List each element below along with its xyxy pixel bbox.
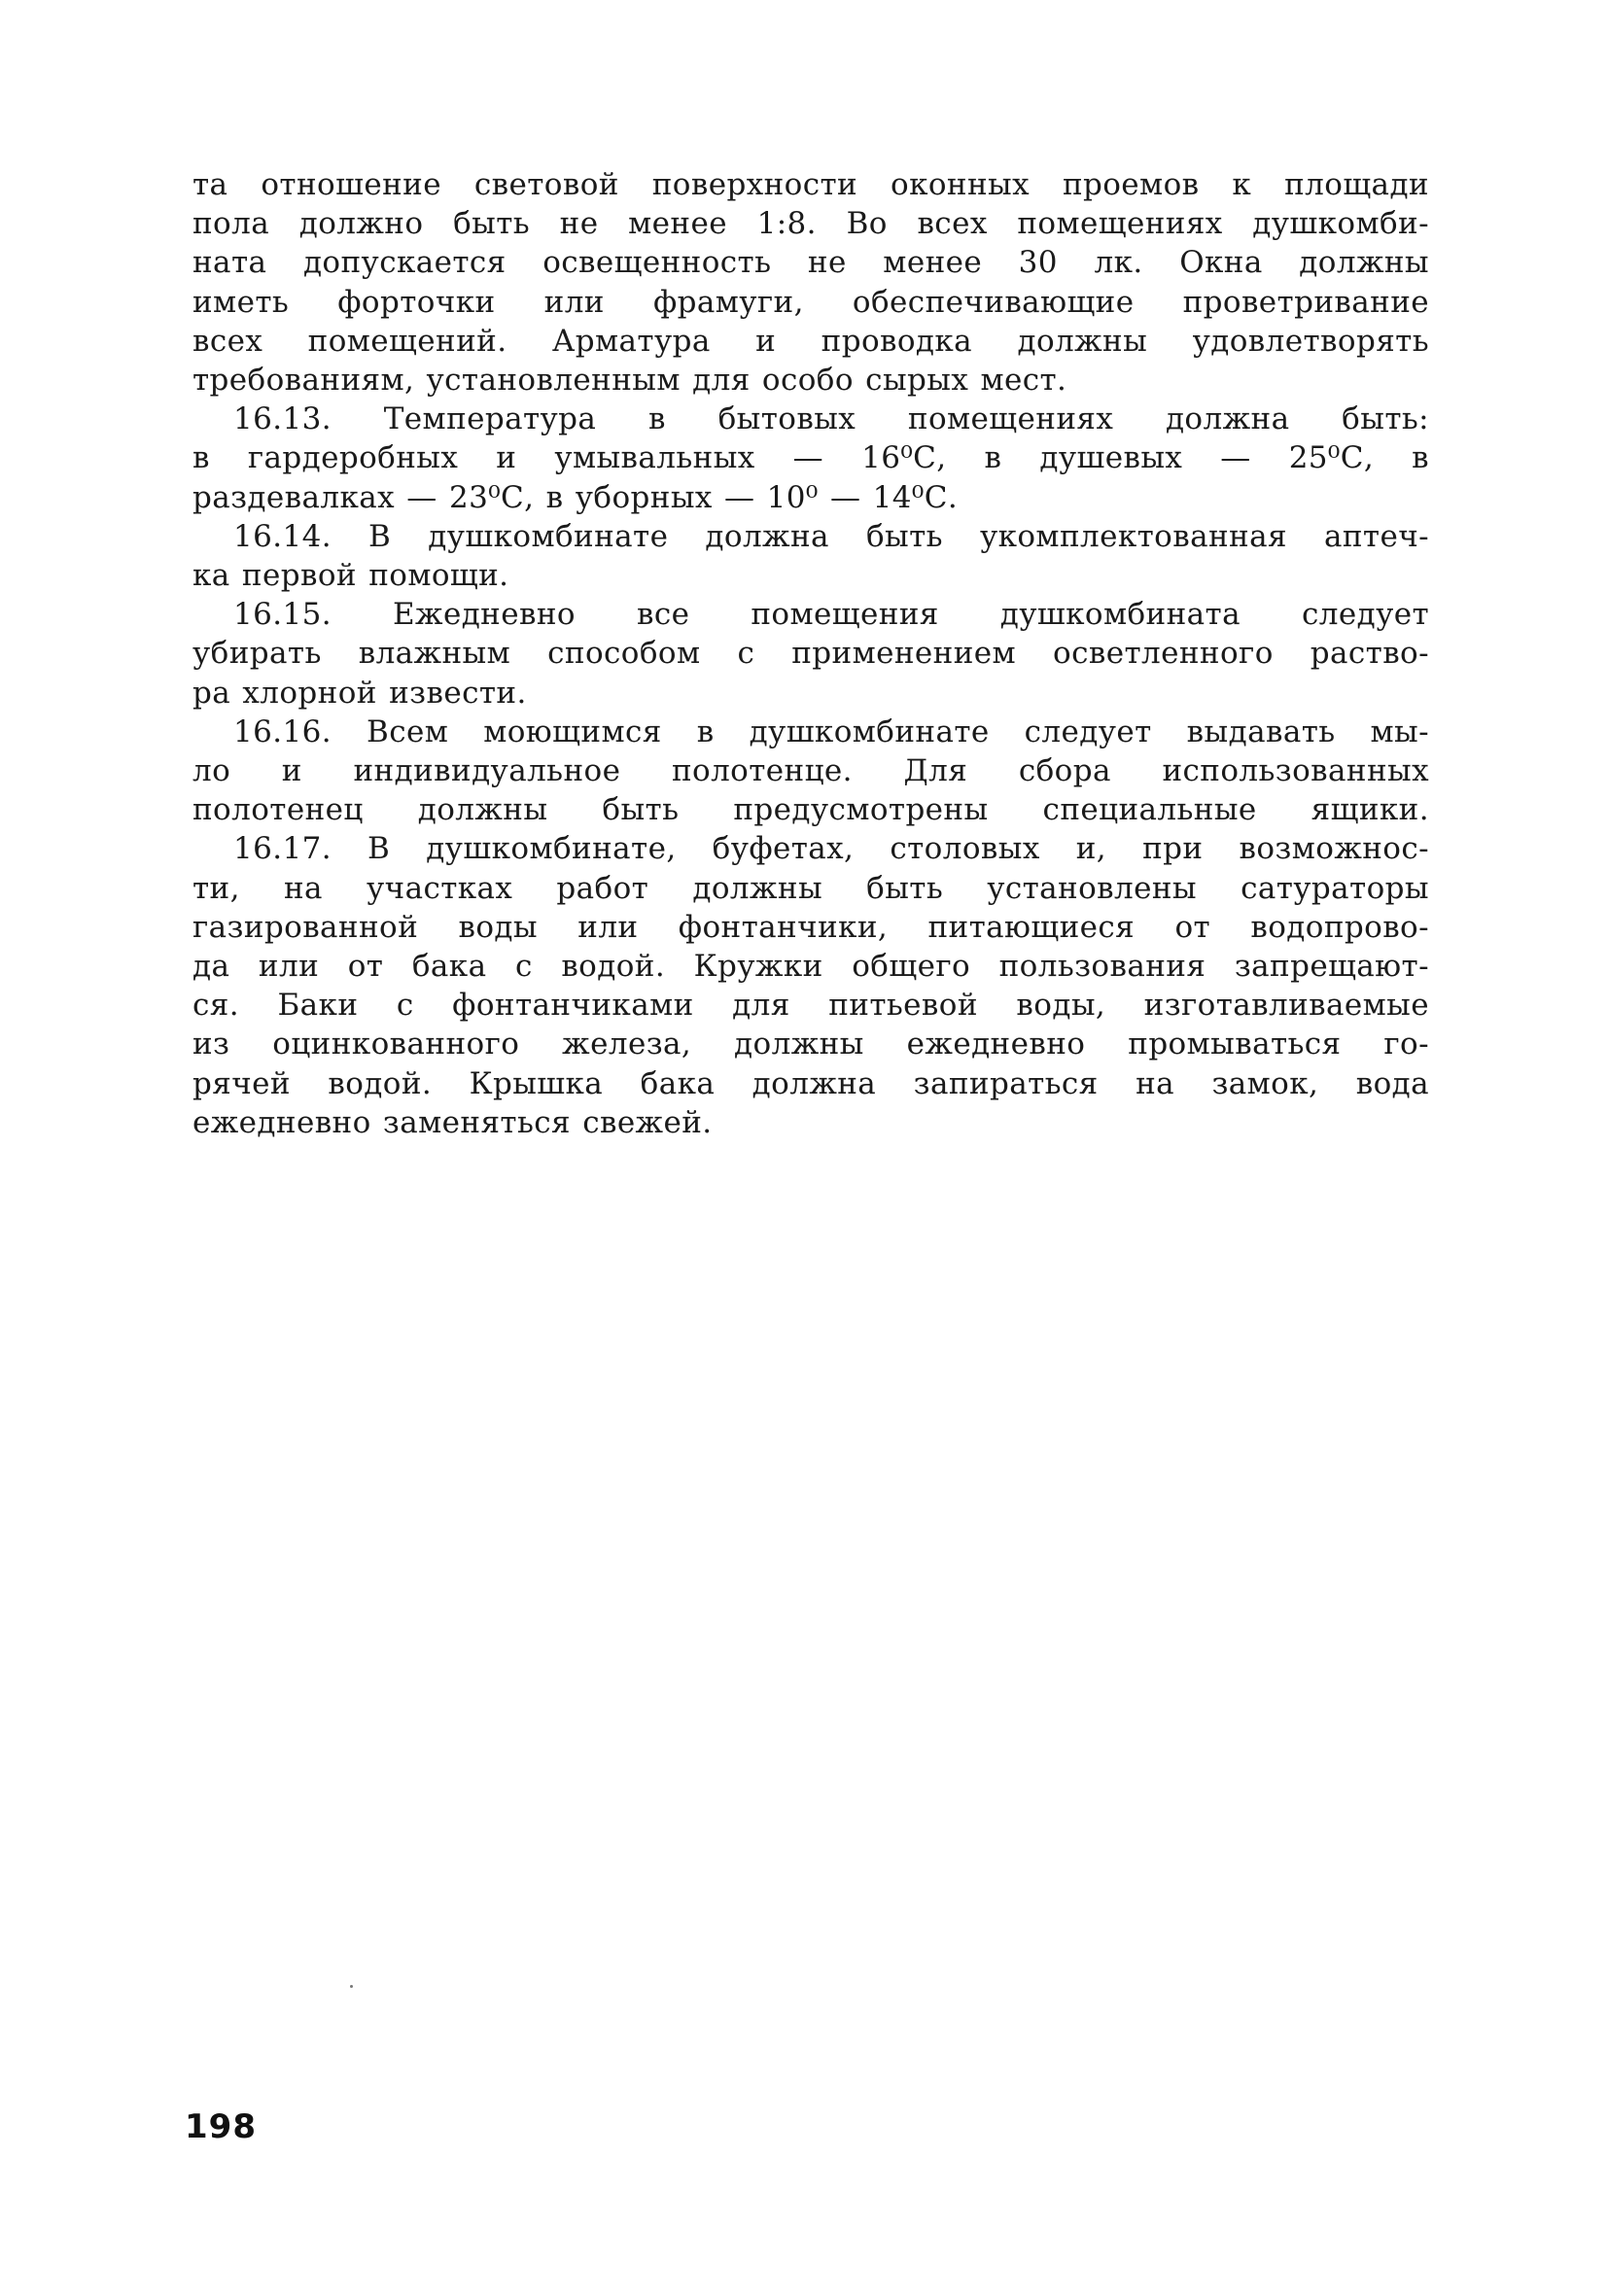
paragraph-16-14 <box>192 517 1429 595</box>
text-line: требованиям, установленным для особо сырых мест. <box>192 363 1067 399</box>
text-line: полотенец должны быть предусмотрены специальные ящики. <box>192 792 1429 828</box>
text-line: 16.15. Ежедневно все помещения душкомбината следует <box>233 597 1429 633</box>
text-line: раздевалках — 23⁰С, в уборных — 10⁰ — 14⁰С. <box>192 479 959 515</box>
text-line: ти, на участках работ должны быть установлены сатураторы <box>192 870 1429 906</box>
text-line: ло и индивидуальное полотенце. Для сбора использованных <box>192 753 1429 789</box>
text-line: ра хлорной извести. <box>192 675 527 711</box>
text-line: убирать влажным способом с применением осветленного раство- <box>192 636 1429 672</box>
text-line: да или от бака с водой. Кружки общего пользования запрещают- <box>192 949 1429 985</box>
paragraph-16-16 <box>192 713 1429 830</box>
text-line: 16.13. Температура в бытовых помещениях должна быть: <box>233 401 1429 437</box>
text-line: газированной воды или фонтанчики, питающиеся от водопрово- <box>192 909 1429 945</box>
text-line: пола должно быть не менее 1:8. Во всех помещениях душкомби- <box>192 206 1429 242</box>
paragraph-16-17 <box>192 829 1429 1142</box>
text-line: в гардеробных и умывальных — 16⁰С, в душевых — 25⁰С, в <box>192 440 1429 476</box>
text-line: из оцинкованного железа, должны ежедневно промываться го- <box>192 1026 1429 1062</box>
scan-speck <box>350 1985 353 1988</box>
text-line: ся. Баки с фонтанчиками для питьевой воды, изготавливаемые <box>192 988 1429 1024</box>
paragraph-16-13 <box>192 400 1429 517</box>
page-number: 198 <box>185 2107 257 2146</box>
text-line: ната допускается освещенность не менее 30 лк. Окна должны <box>192 245 1429 281</box>
text-line: ка первой помощи. <box>192 558 509 594</box>
text-line: 16.14. В душкомбинате должна быть укомплектованная аптеч- <box>233 518 1429 554</box>
text-line: 16.17. В душкомбинате, буфетах, столовых и, при возможнос- <box>233 831 1429 867</box>
paragraph-16-15 <box>192 595 1429 713</box>
body-text <box>192 165 1429 1142</box>
paragraph-lighting <box>192 165 1429 400</box>
text-line: рячей водой. Крышка бака должна запираться на замок, вода <box>192 1065 1429 1101</box>
text-line: та отношение световой поверхности оконных проемов к площади <box>192 167 1429 202</box>
text-line: ежедневно заменяться свежей. <box>192 1104 713 1140</box>
text-line: всех помещений. Арматура и проводка должны удовлетворять <box>192 323 1429 359</box>
text-line: 16.16. Всем моющимся в душкомбинате следует выдавать мы- <box>233 713 1429 749</box>
text-line: иметь форточки или фрамуги, обеспечивающие проветривание <box>192 284 1429 320</box>
